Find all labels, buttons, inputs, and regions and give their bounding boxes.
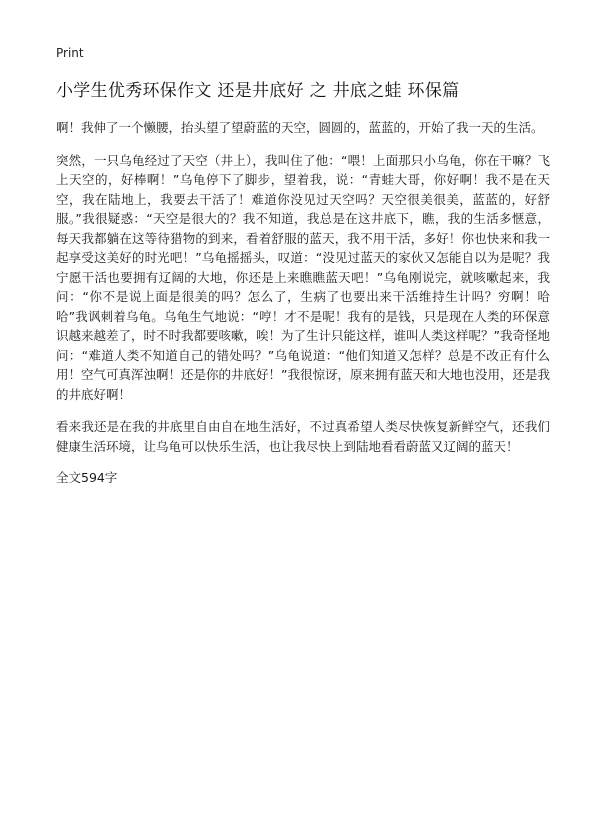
article-body [56, 118, 550, 487]
paragraph: 突然，一只乌龟经过了天空（井上），我叫住了他：“喂！上面那只小乌龟，你在干嘛？飞上天空的，好棒啊！”乌龟停下了脚步，望着我，说：“青蛙大哥，你好啊！我不是在天空，我在陆地上，我要去干活了！难道你没见过天空吗？天空很美很美，蓝蓝的，好舒服。”我很疑惑：“天空是很大的？我不知道，我总是在这井底下，瞧，我的生活多惬意，每天我都躺在这等待猎物的到来，看着舒服的蓝天，我不用干活，多好！你也快来和我一起享受这美好的时光吧！”乌龟摇摇头，叹道：“没见过蓝天的家伙又怎能自以为是呢？我宁愿干活也要拥有辽阔的大地，你还是上来瞧瞧蓝天吧！”乌龟刚说完，就咳嗽起来，我问：“你不是说上面是很美的吗？怎么了，生病了也要出来干活维持生计吗？穷啊！哈哈”我讽刺着乌龟。乌龟生气地说：“哼！才不是呢！我有的是钱，只是现在人类的环保意识越来越差了，时不时我都要咳嗽，唉！为了生计只能这样，谁叫人类这样呢？”我奇怪地问：“难道人类不知道自己的错处吗？”乌龟说道：“他们知道又怎样？总是不改正有什么用！空气可真浑浊啊！还是你的井底好！”我很惊讶，原来拥有蓝天和大地也没用，还是我的井底好啊！ [56, 152, 550, 402]
paragraph: 啊！我伸了一个懒腰，抬头望了望蔚蓝的天空，圆圆的，蓝蓝的，开始了我一天的生活。 [56, 120, 544, 135]
word-count: 全文594字 [56, 470, 118, 485]
paragraph: 看来我还是在我的井底里自由自在地生活好，不过真希望人类尽快恢复新鲜空气，还我们健康生活环境，让乌龟可以快乐生活，也让我尽快上到陆地看看蔚蓝又辽阔的蓝天！ [56, 419, 550, 454]
print-link[interactable]: Print [56, 46, 84, 60]
article-title: 小学生优秀环保作文 还是井底好 之 井底之蛙 环保篇 [56, 81, 460, 101]
